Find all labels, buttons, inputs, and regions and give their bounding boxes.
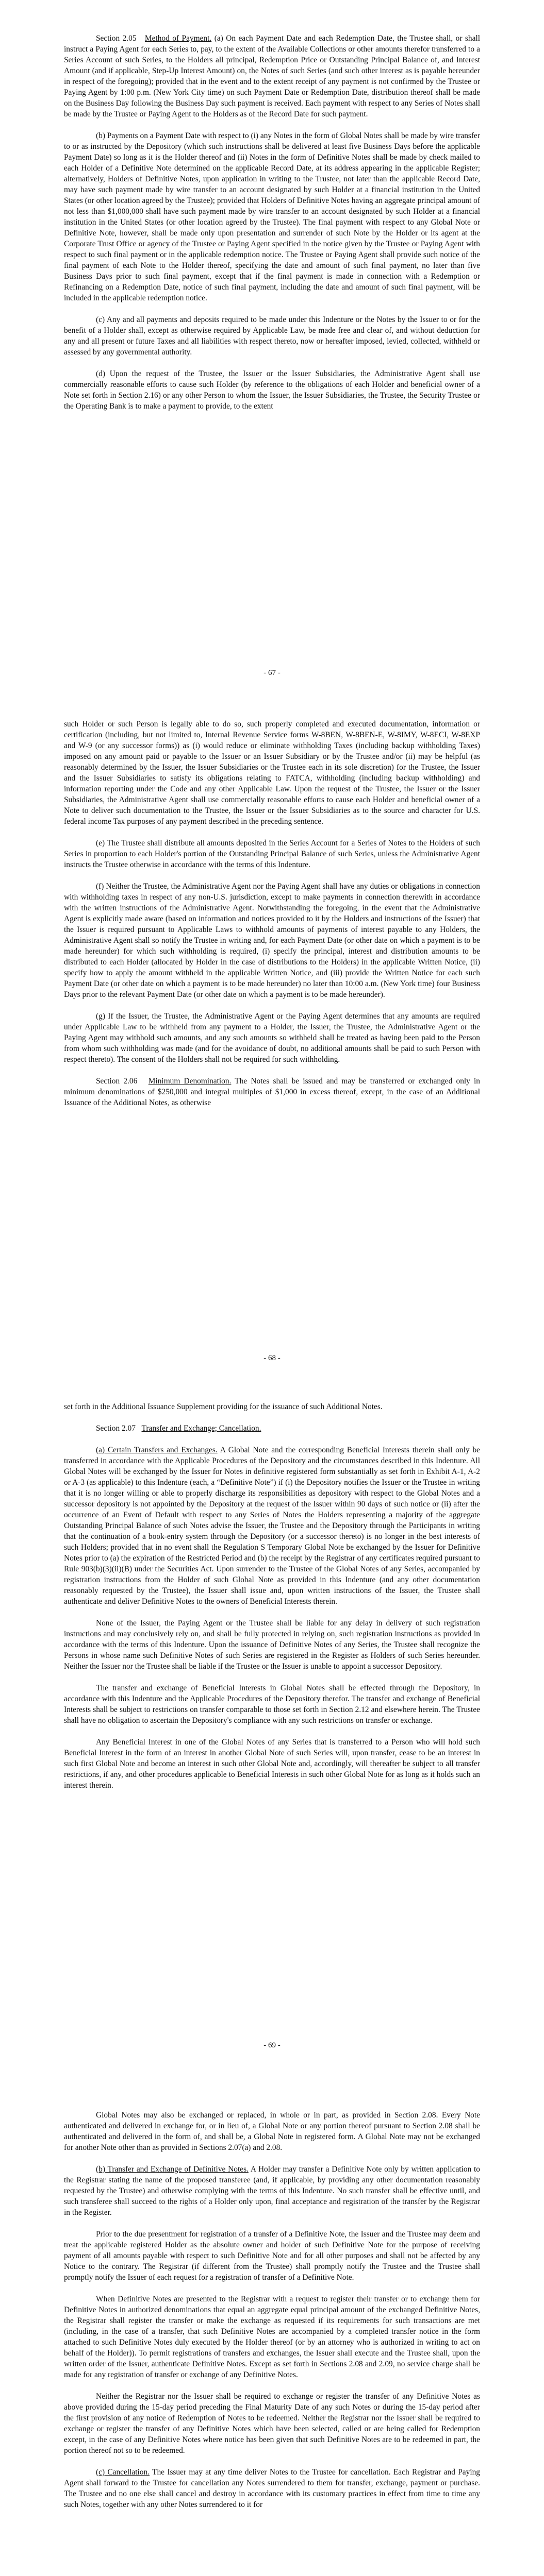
- paragraph-text: set forth in the Additional Issuance Supplement providing for the issuance of such Additional Notes.: [64, 1402, 383, 1411]
- paragraph: [64, 719, 480, 827]
- page-number: - 69 -: [263, 2041, 281, 2049]
- paragraph-text: (c) Any and all payments and deposits required to be made under this Indenture or the Notes by the Issuer to or for the benefit of a Holder shall, except as otherwise required by Applicable Law, be made free and clear of, and without deduction for any and all present or future Taxes and all liabilities with respect thereto, now or hereafter imposed, levied, collected, withheld or assessed by any governmental authority.: [64, 315, 480, 357]
- paragraph-text: The Notes shall be issued and may be transferred or exchanged only in minimum denominations of $250,000 and integral multiples of $1,000 in excess thereof, except, in the case of an Additional Issuance of the Additional Notes, as otherwise: [64, 1077, 480, 1107]
- paragraph: [64, 2164, 480, 2218]
- paragraph-text: such Holder or such Person is legally able to do so, such properly completed and executed documentation, information or certification (including, but not limited to, Internal Revenue Service forms W-8BEN, W-8BEN-E, W-8IMY, W-8ECI, W-8EXP and W-9 (or any successor forms)) as (i) would reduce or eliminate withholding Taxes (including backup withholding Taxes) imposed on any amount paid or payable to the Issuer or an Issuer Subsidiary or by the Trustee and/or (ii) may be helpful (as reasonably determined by the Issuer, the Issuer Subsidiaries or the Trustee each in its sole discretion) for the Trustee, the Issuer and the Issuer Subsidiaries to satisfy its obligations relating to FATCA, withholding (including backup withholding) and information reporting under the Code and any other Applicable Law. Upon the request of the Trustee, the Issuer or the Issuer Subsidiaries, the Administrative Agent shall use commercially reasonable efforts to cause each Holder and beneficial owner of a Note to deliver such documentation to the Trustee, the Issuer or the Issuer Subsidiaries as to the source and character for U.S. federal income Tax purposes of any payment described in the preceding sentence.: [64, 720, 480, 826]
- paragraph: [64, 2294, 480, 2380]
- paragraph: [64, 881, 480, 1000]
- page-number: - 68 -: [263, 1354, 281, 1362]
- paragraph-text: (e) The Trustee shall distribute all amounts deposited in the Series Account for a Series of Notes to the Holders of such Series in proportion to each Holder's portion of the Outstanding Principal Balance of such Series, unless the Administrative Agent instructs the Trustee otherwise in accordance with the terms of this Indenture.: [64, 839, 480, 869]
- paragraph: [64, 1683, 480, 1726]
- document-page-70: [0, 2110, 544, 2521]
- paragraph: [64, 2467, 480, 2510]
- subsection-heading: (c) Cancellation.: [96, 2468, 150, 2477]
- paragraph-text: Neither the Registrar nor the Issuer shall be required to exchange or register the transfer of any Definitive Notes as above provided during the 15-day period preceding the Final Maturity Date of any such Notes or during the 15-day period after the first provision of any notice of Redemption of Notes to be redeemed. Neither the Registrar nor the Issuer shall be required to exchange or register the transfer of any Definitive Notes which have been selected, called or are being called for Redemption except, in the case of any Definitive Notes where notice has been given that such Definitive Notes are to be redeemed in part, the portion thereof not so to be redeemed.: [64, 2392, 480, 2455]
- document-page-69: [0, 1401, 544, 1802]
- paragraph-text: Prior to the due presentment for registration of a transfer of a Definitive Note, the Issuer and the Trustee may deem and treat the applicable registered Holder as the absolute owner and holder of such Definitive Note for the purpose of receiving payment of all amounts payable with respect to such Definitive Note and for all other purposes and shall not be affected by any Notice to the contrary. The Registrar (if different from the Trustee) shall promptly notify the Trustee and the Trustee shall promptly notify the Issuer of each request for a registration of transfer of a Definitive Note.: [64, 2230, 480, 2282]
- paragraph-text: (g) If the Issuer, the Trustee, the Administrative Agent or the Paying Agent determines that any amounts are required under Applicable Law to be withheld from any payment to a Holder, the Issuer, the Trustee, the Administrative Agent or the Paying Agent may withhold such amounts, and any such amounts so withheld shall be treated as having been paid to the Person from whom such withholding was made (and for the avoidance of doubt, no additional amounts shall be paid to such Person with respect thereto). The consent of the Holders shall not be required for such withholding.: [64, 1012, 480, 1064]
- paragraph: [64, 1737, 480, 1791]
- paragraph-text: A Holder may transfer a Definitive Note only by written application to the Registrar stating the name of the proposed transferee (and, if applicable, by providing any other documentation reasonably requested by the Trustee) and otherwise complying with the terms of this Indenture. No such transfer shall be effective until, and such transferee shall succeed to the rights of a Holder only upon, final acceptance and registration of the transfer by the Registrar in the Register.: [64, 2165, 480, 2217]
- document-page-68: [0, 719, 544, 1119]
- paragraph: [64, 1011, 480, 1065]
- section-2-07-heading: [64, 1423, 480, 1434]
- paragraph-text: The transfer and exchange of Beneficial Interests in Global Notes shall be effected through the Depository, in accordance with this Indenture and the Applicable Procedures of the Depository therefor. The transfer and exchange of Beneficial Interests shall be subject to restrictions on transfer comparable to those set forth in Section 2.12 and elsewhere herein. The Trustee shall have no obligation to ascertain the Depository's compliance with any such restrictions on transfer or exchange.: [64, 1684, 480, 1725]
- paragraph-text: (d) Upon the request of the Trustee, the Issuer or the Issuer Subsidiaries, the Administrative Agent shall use commercially reasonable efforts to cause such Holder (by reference to the obligations of each Holder and beneficial owner of a Note set forth in Section 2.16) or any other Person to whom the Issuer, the Issuer Subsidiaries, the Trustee, the Security Trustee or the Operating Bank is to make a payment to provide, to the extent: [64, 369, 480, 411]
- document-page-67: [0, 33, 544, 422]
- paragraph-text: Global Notes may also be exchanged or replaced, in whole or in part, as provided in Section 2.08. Every Note authenticated and delivered in exchange for, or in lieu of, a Global Note or any portion thereof pursuant to Section 2.08 shall be authenticated and delivered in the form of, and shall be, a Global Note in registered form. A Global Note may not be exchanged for another Note other than as provided in Sections 2.07(a) and 2.08.: [64, 2111, 480, 2152]
- section-heading: Transfer and Exchange; Cancellation.: [141, 1424, 261, 1433]
- paragraph: [64, 130, 480, 303]
- paragraph: [64, 1401, 480, 1412]
- paragraph: [64, 314, 480, 358]
- section-number: Section 2.07: [96, 1424, 136, 1433]
- paragraph: [64, 838, 480, 870]
- section-heading: Method of Payment.: [144, 34, 212, 43]
- paragraph-text: (a) On each Payment Date and each Redemption Date, the Trustee shall, or shall instruct a Paying Agent for each Series to, pay, to the extent of the Available Collections or other amounts therefor transferred to a Series Account of such Series, to the Holders all principal, Redemption Price or Outstanding Principal Balance of, and Interest Amount (and if applicable, Step-Up Interest Amount) on, the Notes of such Series (and such other interest as is payable hereunder in respect of the foregoing); provided that in the event and to the extent receipt of any payment is not confirmed by the Trustee or Paying Agent by 1:00 p.m. (New York City time) on such Payment Date or Redemption Date, distribution thereof shall be made on the Business Day following the Business Day such payment is received. Each payment with respect to any Series of Notes shall be made by the Trustee or Paying Agent to the Holders as of the Record Date for such payment.: [64, 34, 480, 118]
- subsection-heading: (a) Certain Transfers and Exchanges.: [96, 1446, 218, 1454]
- paragraph-text: None of the Issuer, the Paying Agent or the Trustee shall be liable for any delay in delivery of such registration instructions and may conclusively rely on, and shall be fully protected in relying on, such registration instructions as provided in accordance with the terms of this Indenture. Upon the issuance of Definitive Notes of any Series, the Trustee shall recognize the Persons in whose name such Definitive Notes of such Series are registered in the Register as Holders of such Series hereunder. Neither the Issuer nor the Trustee shall be liable if the Trustee or the Issuer is unable to appoint a successor Depository.: [64, 1619, 480, 1671]
- paragraph: [64, 2110, 480, 2153]
- paragraph-text: (f) Neither the Trustee, the Administrative Agent nor the Paying Agent shall have any duties or obligations in connection with withholding taxes in respect of any non-U.S. jurisdiction, except to make payments in connection therewith in accordance with the written instructions of the Administrative Agent. Notwithstanding the foregoing, in the event that the Administrative Agent is explicitly made aware (based on information and notices provided to it by the Holders and instructions of the Issuer) that the Issuer is required pursuant to Applicable Laws to withhold amounts of payments of interest payable to any Holders, the Administrative Agent shall so notify the Trustee in writing and, for each Payment Date (or other date on which a payment is to be made hereunder) for which such withholding is required, (i) specify the principal, interest and distribution amounts to be distributed to each Holder (allocated by Holder in the case of distributions to the Holders) in the applicable Written Notice, (ii) specify how to apply the amount withheld in the applicable Written Notice, and (iii) provide the Written Notice for each such Payment Date (or other date on which a payment is to be made hereunder) no later than 10:00 a.m. (New York time) four Business Days prior to the relevant Payment Date (or other date on which a payment is to be made hereunder).: [64, 882, 480, 999]
- section-number: Section 2.05: [96, 34, 137, 43]
- paragraph-text: Any Beneficial Interest in one of the Global Notes of any Series that is transferred to a Person who will hold such Beneficial Interest in the form of an interest in another Global Note of such Series will, upon transfer, cease to be an interest in such first Global Note and become an interest in such other Global Note and, accordingly, will thereafter be subject to all transfer restrictions, if any, and other procedures applicable to Beneficial Interests in such other Global Note for as long as it holds such an interest therein.: [64, 1738, 480, 1790]
- paragraph: [64, 1445, 480, 1607]
- paragraph: [64, 1618, 480, 1672]
- paragraph-text: When Definitive Notes are presented to the Registrar with a request to register their transfer or to exchange them for Definitive Notes in authorized denominations that equal an aggregate equal principal amount of the exchanged Definitive Notes, the Registrar shall register the transfer or make the exchange as requested if its requirements for such transactions are met (including, in the case of a transfer, that such Definitive Notes are accompanied by a completed transfer notice in the form attached to such Definitive Notes duly executed by the Holder thereof (or by an attorney who is authorized in writing to act on behalf of the Holder)). To permit registrations of transfers and exchanges, the Issuer shall execute and the Trustee shall, upon the written order of the Issuer, authenticate Definitive Notes. Except as set forth in Sections 2.08 and 2.09, no service charge shall be made for any registration of transfer or exchange of any Definitive Notes.: [64, 2295, 480, 2379]
- section-2-06-paragraph: [64, 1076, 480, 1108]
- paragraph-text: A Global Note and the corresponding Beneficial Interests therein shall only be transferred in accordance with the Applicable Procedures of the Depository and the circumstances described in this Indenture. All Global Notes will be exchanged by the Issuer for Notes in definitive registered form substantially as set forth in Exhibit A-1, A-2 or A-3 (as applicable) to this Indenture (each, a “Definitive Note”) if (i) the Depository notifies the Issuer or the Trustee in writing that it is no longer willing or able to properly discharge its responsibilities as depository with respect to the Global Notes and a successor depository is not appointed by the Depository at the request of the Issuer within 90 days of such notice or (ii) after the occurrence of an Event of Default with respect to any Series of Notes the Holders representing a majority of the aggregate Outstanding Principal Balance of such Notes advise the Issuer, the Trustee and the Depository through the Participants in writing that the continuation of a book-entry system through the Depository (or a successor thereto) is no longer in the best interests of such Holders; provided that in no event shall the Regulation S Temporary Global Note be exchanged by the Issuer for Definitive Notes prior to (a) the expiration of the Restricted Period and (b) the receipt by the Registrar of any certificates required pursuant to Rule 903(b)(3)(ii)(B) under the Securities Act. Upon surrender to the Trustee of the Global Notes of any Series, accompanied by registration instructions from the Holder of such Global Note as provided in this Indenture (and any other documentation reasonably requested by the Trustee), the Issuer shall issue and, upon written instructions of the Issuer, the Trustee shall authenticate and deliver Definitive Notes to the owners of Beneficial Interests therein.: [64, 1446, 480, 1606]
- paragraph: [64, 368, 480, 412]
- section-heading: Minimum Denomination.: [148, 1077, 232, 1086]
- page-number: - 67 -: [263, 669, 281, 677]
- paragraph-text: The Issuer may at any time deliver Notes to the Trustee for cancellation. Each Registrar and Paying Agent shall forward to the Trustee for cancellation any Notes surrendered to them for transfer, exchange, payment or purchase. The Trustee and no one else shall cancel and destroy in accordance with its customary practices in effect from time to time any such Notes, together with any other Notes surrendered to it for: [64, 2468, 480, 2509]
- paragraph-text: (b) Payments on a Payment Date with respect to (i) any Notes in the form of Global Notes shall be made by wire transfer to or as instructed by the Depository (which such instructions shall be delivered at least five Business Days before the applicable Payment Date) so long as it is the Holder thereof and (ii) Notes in the form of Definitive Notes shall be made by check mailed to each Holder of a Definitive Note determined on the applicable Record Date, at its address appearing in the applicable Register; alternatively, Holders of Definitive Notes, upon application in writing to the Trustee, not later than the applicable Record Date, may have such payment made by wire transfer to an account designated by such Holder at a financial institution in the United States (or other location agreed by the Trustee); provided that Holders of Definitive Notes having an aggregate principal amount of not less than $1,000,000 shall have such payment made by wire transfer to an account designated by such Holder at a financial institution in the United States (or other location agreed by the Trustee). The final payment with respect to any Global Note or Definitive Note, however, shall be made only upon presentation and surrender of such Note by the Holder or its agent at the Corporate Trust Office or agency of the Trustee or Paying Agent specified in the notice given by the Trustee or Paying Agent with respect to such final payment or in the applicable redemption notice. The Trustee or Paying Agent shall provide such notice of the final payment of each Note to the Holder thereof, specifying the date and amount of such final payment, no later than five Business Days prior to such final payment, except that if the final payment is made in connection with a Redemption or Refinancing on a Redemption Date, notice of such final payment, including the date and amount of such final payment, will be included in the applicable redemption notice.: [64, 131, 480, 302]
- section-2-05-paragraph: [64, 33, 480, 120]
- paragraph: [64, 2391, 480, 2456]
- section-number: Section 2.06: [96, 1077, 138, 1086]
- subsection-heading: (b) Transfer and Exchange of Definitive Notes.: [96, 2165, 249, 2174]
- paragraph: [64, 2229, 480, 2283]
